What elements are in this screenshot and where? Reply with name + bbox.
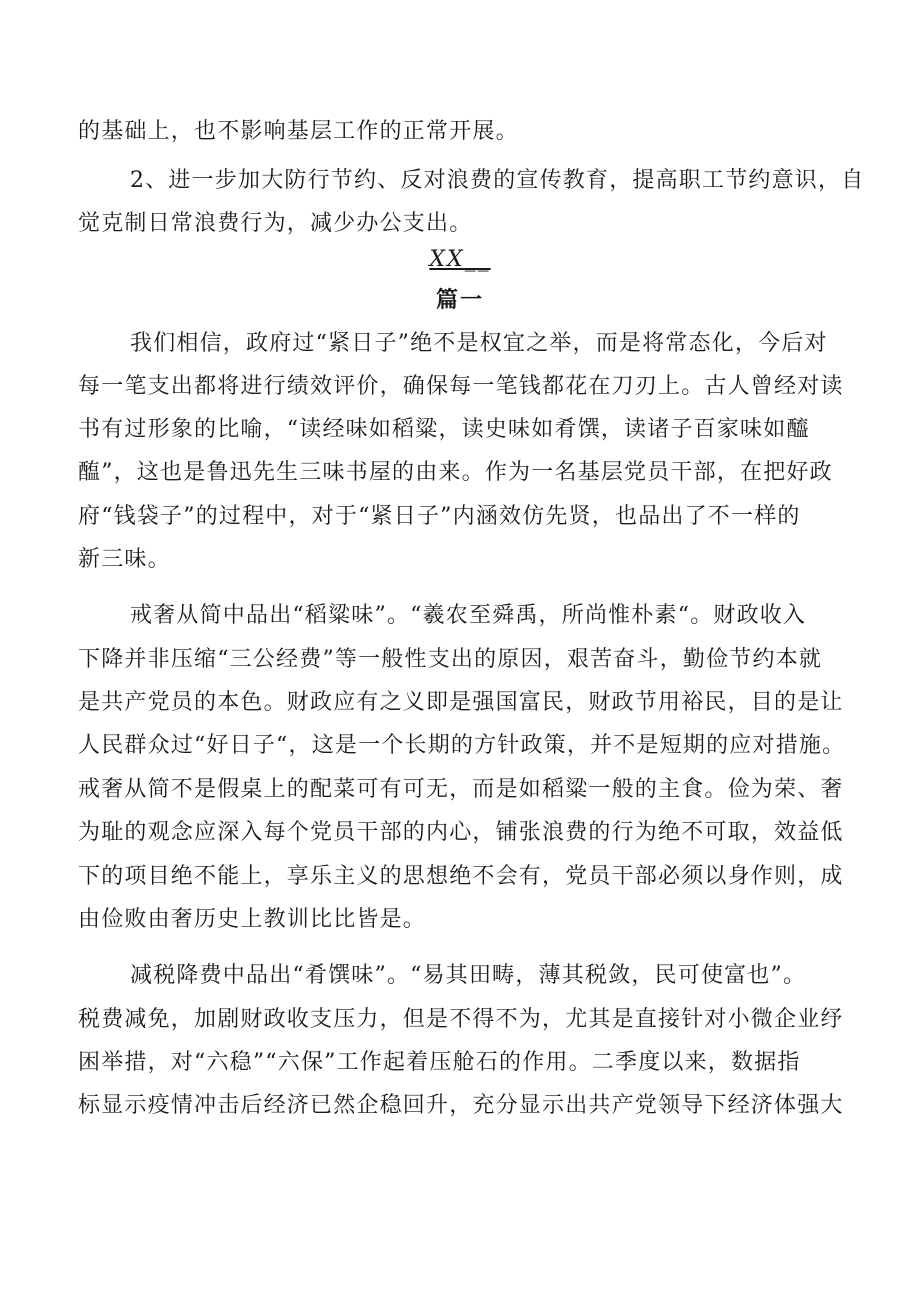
text-line: 的基础上，也不影响基层工作的正常开展。 xyxy=(78,119,519,144)
document-mark: XX__ xyxy=(429,247,491,272)
text-line: 困举措，对“六稳”“六保”工作起着压舱石的作用。二季度以来，数据指 xyxy=(78,1050,801,1075)
text-line: 醢”，这也是鲁迅先生三味书屋的由来。作为一名基层党员干部，在把好政 xyxy=(78,460,833,485)
text-line: 是共产党员的本色。财政应有之义即是强国富民，财政节用裕民，目的是让 xyxy=(78,690,844,715)
text-line: 减税降费中品出“肴馔味”。“易其田畴，薄其税敛，民可使富也”。 xyxy=(130,963,807,988)
text-line: 新三味。 xyxy=(78,547,171,572)
text-line: 标显示疫情冲击后经济已然企稳回升，充分显示出共产党领导下经济体强大 xyxy=(78,1093,844,1118)
text-line: 我们相信，政府过“紧日子”绝不是权宜之举，而是将常态化，今后对 xyxy=(130,331,828,356)
text-line: 下的项目绝不能上，享乐主义的思想绝不会有，党员干部必须以身作则，成 xyxy=(78,864,844,889)
section-title: 篇一 xyxy=(435,287,484,313)
text-line: 戒奢从简不是假桌上的配菜可有可无，而是如稻粱一般的主食。俭为荣、奢 xyxy=(78,777,844,802)
text-line: 2、进一步加大防行节约、反对浪费的宣传教育，提高职工节约意识，自 xyxy=(130,168,865,193)
text-line: 书有过形象的比喻，“读经味如稻粱，读史味如肴馔，读诸子百家味如醯 xyxy=(78,417,810,442)
text-line: 由俭败由奢历史上教训比比皆是。 xyxy=(78,907,427,932)
text-line: 为耻的观念应深入每个党员干部的内心，铺张浪费的行为绝不可取，效益低 xyxy=(78,820,844,845)
text-line: 觉克制日常浪费行为，减少办公支出。 xyxy=(78,211,473,236)
text-line: 税费减免，加剧财政收支压力，但是不得不为，尤其是直接针对小微企业纾 xyxy=(78,1007,844,1032)
text-line: 人民群众过“好日子“，这是一个长期的方针政策，并不是短期的应对措施。 xyxy=(78,733,846,758)
text-line: 下降并非压缩“三公经费”等一般性支出的原因，艰苦奋斗，勤俭节约本就 xyxy=(78,647,823,672)
text-line: 戒奢从简中品出“稻粱味”。“羲农至舜禹，所尚惟朴素“。财政收入 xyxy=(130,603,807,628)
text-line: 府“钱袋子”的过程中，对于“紧日子”内涵效仿先贤，也品出了不一样的 xyxy=(78,504,801,529)
text-line: 每一笔支出都将进行绩效评价，确保每一笔钱都花在刀刃上。古人曾经对读 xyxy=(78,374,844,399)
